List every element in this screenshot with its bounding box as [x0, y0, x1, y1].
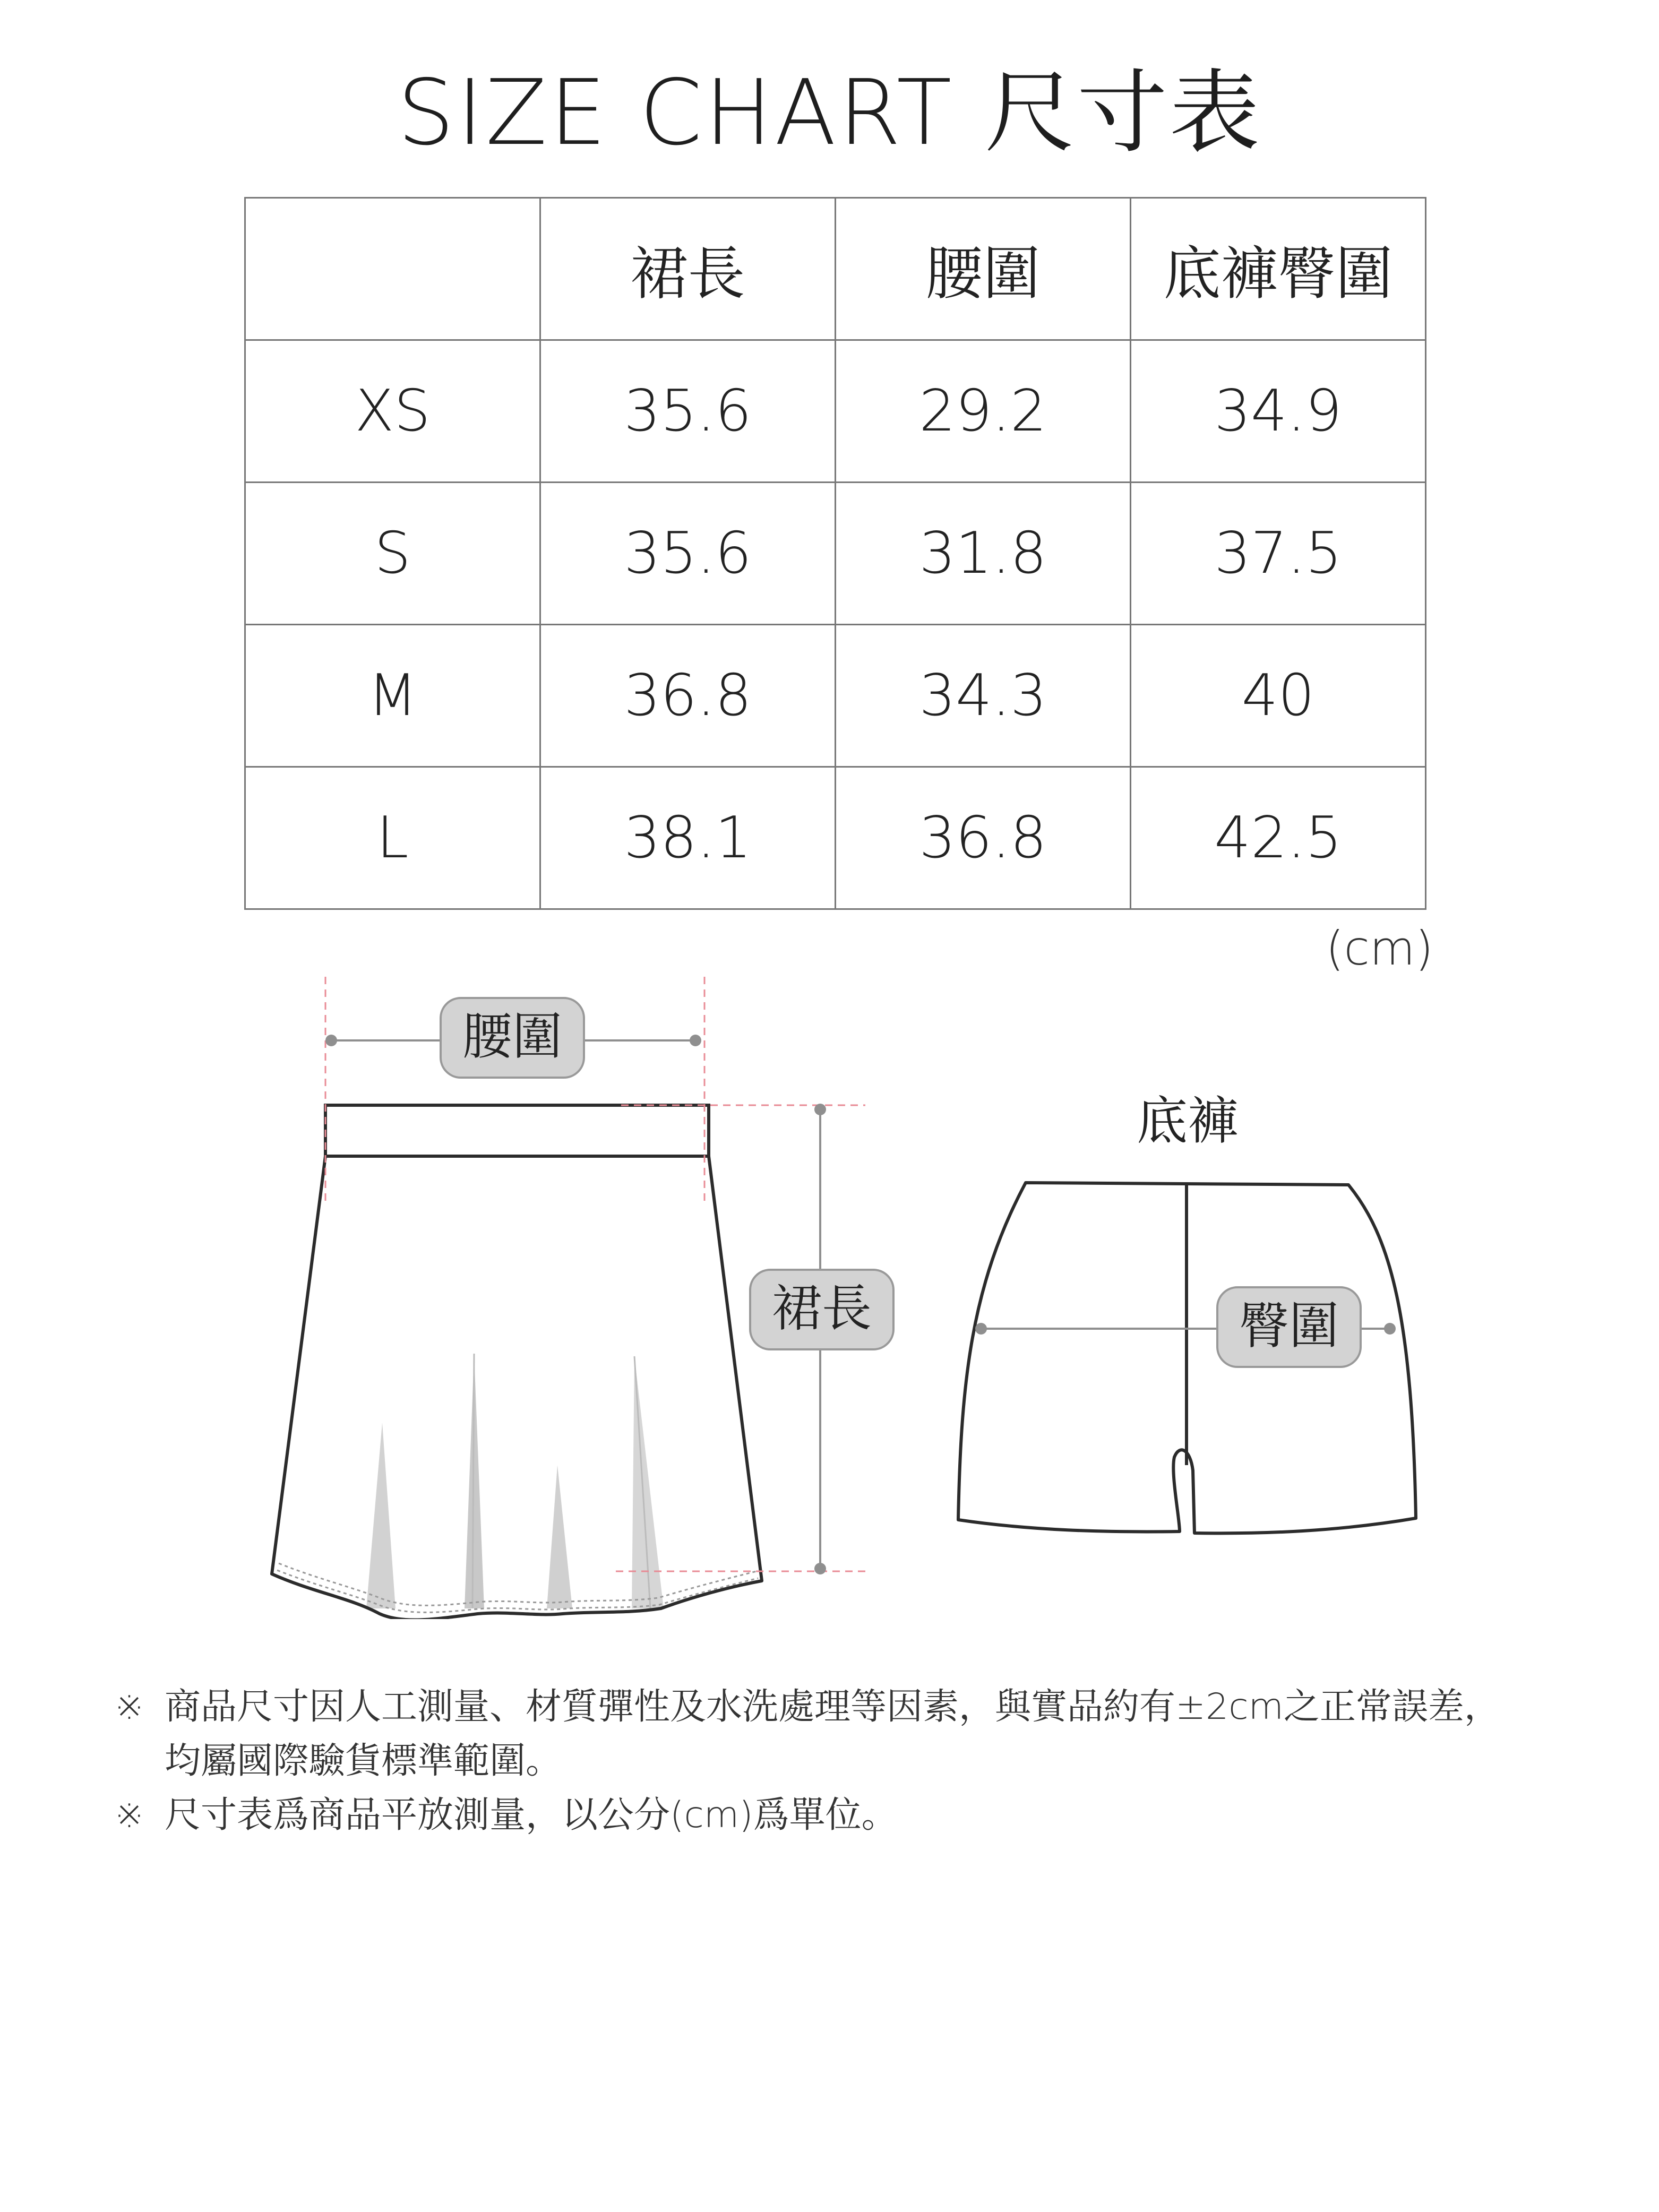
measure-dot: [1384, 1323, 1396, 1335]
shorts-title: 底褲: [1137, 1091, 1239, 1151]
note-mark: ※: [114, 1794, 144, 1836]
table-header-cell: 底褲臀圍: [1131, 198, 1426, 340]
table-cell: 36.8: [836, 767, 1131, 909]
table-header-row: [245, 198, 1426, 340]
hip-label: 臀圍: [1239, 1297, 1339, 1355]
table-cell: 36.8: [540, 625, 836, 767]
measure-dot: [325, 1035, 337, 1046]
length-label: 裙長: [771, 1280, 872, 1338]
table-cell: 34.3: [836, 625, 1131, 767]
table-cell: 34.9: [1131, 340, 1426, 483]
waist-label: 腰圍: [462, 1008, 563, 1066]
size-table: [244, 197, 1426, 910]
unit-label: (cm): [1326, 921, 1433, 976]
table-cell: 31.8: [836, 483, 1131, 625]
skirt-illustration: [272, 1105, 762, 1619]
garment-diagram: [0, 966, 1659, 1619]
size-label-cell: M: [245, 625, 540, 767]
table-cell: 35.6: [540, 483, 836, 625]
measure-dot: [975, 1323, 987, 1335]
table-cell: 37.5: [1131, 483, 1426, 625]
skirt-waistband: [325, 1105, 709, 1156]
pleat-shade: [366, 1423, 396, 1608]
notes: [114, 1680, 1601, 1843]
pleat-shade: [547, 1465, 572, 1608]
note-1-line-2: 均屬國際驗貨標準範圍。: [165, 1740, 562, 1782]
table-row: [245, 483, 1426, 625]
skirt-body: [272, 1156, 762, 1619]
hem-stitch: [277, 1570, 758, 1612]
table-cell: 29.2: [836, 340, 1131, 483]
measure-dot: [814, 1563, 826, 1574]
measure-dot: [690, 1035, 701, 1046]
table-cell: 40: [1131, 625, 1426, 767]
size-label-cell: L: [245, 767, 540, 909]
table-header-cell: 腰圍: [836, 198, 1131, 340]
table-row: [245, 625, 1426, 767]
measure-dot: [814, 1104, 826, 1115]
note-1-line-1: 商品尺寸因人工測量、材質彈性及水洗處理等因素，與實品約有±2cm之正常誤差，: [165, 1686, 1500, 1728]
table-cell: 35.6: [540, 340, 836, 483]
size-label-cell: S: [245, 483, 540, 625]
note-2-text: 尺寸表爲商品平放測量，以公分(cm)爲單位。: [165, 1794, 898, 1836]
size-label-cell: XS: [245, 340, 540, 483]
table-header-corner: [245, 198, 540, 340]
table-cell: 38.1: [540, 767, 836, 909]
note-1: [114, 1680, 1601, 1734]
table-row: [245, 340, 1426, 483]
note-mark: ※: [114, 1686, 144, 1728]
table-row: [245, 767, 1426, 909]
page-title: SIZE CHART 尺寸表: [397, 61, 1262, 166]
table-cell: 42.5: [1131, 767, 1426, 909]
table-header-cell: 裙長: [540, 198, 836, 340]
note-2: [114, 1788, 1601, 1843]
